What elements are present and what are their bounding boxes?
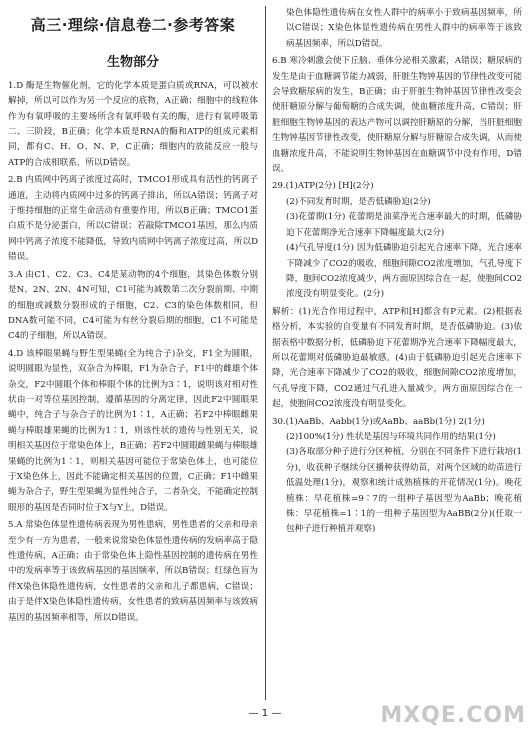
- right-column: [272, 6, 522, 538]
- answer-6: 6.B 寒冷刺激会使下丘脑、垂体分泌相关激素，A错误；糖尿病的发生是由于血糖调节能力减弱，肝脏生物钟基因的节律性改变可能会导致糖尿病的发生，B正确；由于肝脏生物钟基因节律性改变会使肝糖原分解与葡萄糖的合成失调，使血糖浓度升高，C错误；肝脏细胞生物钟基因的表达产物可以调控肝糖原的分解，当肝脏细胞生物钟基因节律性改变，使肝糖原分解与肝糖原合成失调，从而使血糖浓度升高，不能说明生物钟基因在血糖调节中没有作用，D错误。: [272, 56, 522, 175]
- left-column: [8, 6, 258, 626]
- answer-30-2: (2)100%(1分) 性状是基因与环境共同作用的结果(1分): [286, 431, 496, 442]
- page-number: — 1 —: [248, 708, 282, 719]
- watermark: MXQE.COM: [380, 703, 526, 728]
- answer-29-1: 29.(1)ATP(2分) [H](2分): [272, 181, 374, 192]
- answer-29-4: (4)气孔导度(1分) 因为低磷胁迫引起光合速率下降，光合速率下降减少了CO2的吸收，细胞间隙CO2浓度增加，气孔导度下降，胞间CO2浓度减少，两方面原因综合在一起，使胞间CO2浓度没有明显变化。(2分): [286, 243, 522, 300]
- section-title: 生物部分: [106, 55, 159, 71]
- answer-2: 2.B 内质网中钙离子浓度过高时，TMCO1形成具有活性的钙离子通道，主动将内质网中过多的钙离子排出，所以A错误；钙离子对于维持细胞的正常生命活动有重要作用，所以B正确；TMCO1蛋白质不是分泌蛋白，所以C错误；若敲除TMCO1基因，那么内质网中钙离子浓度不能降低，导致内质网中钙离子浓度过高，所以D错误。: [8, 175, 258, 263]
- answer-29-2: (2)不同发育时期，是否低磷胁迫(2分): [286, 196, 431, 207]
- answer-1: 1.D 酶是生物催化剂，它的化学本质是蛋白质或RNA，可以被水解掉，所以可以作为另一个反应的底物，A正确；细胞中的线粒体作为有氧呼吸的主要场所含有氧呼吸有关的酶，进行有氧呼吸第二、三阶段，B正确；化学本质是RNA的酶和ATP的组成元素相同，都有C、H、O、N、P，C正确；细胞内的放能反应一般与ATP的合成相联系，所以D错误。: [8, 80, 258, 168]
- answer-29-3: (3)花蕾期(1分) 花蕾期是油菜净光合速率最大的时期，低磷胁迫下花蕾期净光合速率下降幅度最大(2分): [286, 212, 522, 238]
- answer-30-1: 30.(1)AaBb、Aabb(1分)或AaBb、aaBb(1分) 2(1分): [272, 416, 485, 427]
- page-title: 高三·理综·信息卷二·参考答案: [30, 16, 236, 34]
- answer-5-continued: 染色体隐性遗传病在女性人群中的病率小于致病基因频率，所以C错误；X染色体显性遗传病在男性人群中的病率等于该致病基因频率，所以D错误。: [286, 8, 522, 49]
- answer-4: 4.D 该棒眼果蝇与野生型果蝇(全为纯合子)杂交，F1全为圆眼，说明圆眼为显性，双杂合为棒眼，F1为杂合子，F1中的雌雄个体杂交，F2中圆眼个体和棒眼个体的比例为3∶1，说明该对相对性状由一对等位基因控制，遵循基因的分离定律，因此F2中圆眼果蝇中，纯合子与杂合子的比例为1∶1，A正确；若F2中棒眼雌果蝇与棒眼雄果蝇的比例为1∶1，则该性状的遗传与性别无关，说明相关基因位于常染色体上，B正确；若F2中圆眼雌果蝇与棒眼雄果蝇的比例为1∶1，则相关基因可能位于常染色体上，也可能位于X染色体上，因此不能确定相关基因的位置，C正确；F1中雌果蝇为杂合子，野生型果蝇为显性纯合子，二者杂交，不能确定控制眼形的基因是否同时位于X与Y上，D错误。: [8, 348, 258, 513]
- answer-29-explanation: 解析：(1)光合作用过程中，ATP和[H]都含有P元素。(2)根据表格分析，本实验的自变量有不同发育时期，是否低磷胁迫。(3)依据表格中数据分析，低磷胁迫下花蕾期净光合速率下降幅度最大，所以花蕾期对低磷胁迫最敏感。(4)由于低磷胁迫引起光合速率下降，光合速率下降减少了CO2的吸收，细胞间隙CO2浓度增加，气孔导度下降，CO2通过气孔进入量减少，两方面原因综合在一起，使胞间CO2浓度没有明显变化。: [272, 306, 522, 410]
- column-divider: [265, 6, 266, 700]
- answer-5: 5.A 常染色体显性遗传病表现为男性患病，男性患者的父亲和母亲至少有一方为患者，一般来说常染色体显性遗传病的发病率高于隐性遗传病，A正确；由于常染色体上隐性基因控制的遗传病在男性中的发病率等于该致病基因的基因频率，所以B错误；红绿色盲为伴X染色体隐性遗传病，女性患者的父亲和儿子都患病，C错误；由于是伴X染色体隐性遗传病，女性患者的致病基因频率与该致病基因的基因频率相等，所以D错误。: [8, 520, 258, 623]
- answer-3: 3.A 由C1、C2、C3、C4是某动物的4个细胞，其染色体数分别是N、2N、2N、4N可知，C1可能为减数第二次分裂前期、中期的细胞或减数分裂形成的子细胞，C2、C3的染色体数相同，但DNA数可能不同，C4可能为有丝分裂后期的细胞，C1不可能是C4的子细胞，所以A错误。: [8, 269, 258, 342]
- answer-30-3: (3)各取部分种子进行分区种植，分别在不同条件下进行栽培(1分)，收获种子继续分区播种获得幼苗，对两个区域的幼苗进行低温处理(1分)，观察和统计成熟植株的开花情况(1分)。晚花植株：早花植株=9∶7的一组种子基因型为AaBb；晚花植株：早花植株=1∶1的一组种子基因型为AaBB(2分)(任取一包种子进行种植并观察): [286, 447, 522, 535]
